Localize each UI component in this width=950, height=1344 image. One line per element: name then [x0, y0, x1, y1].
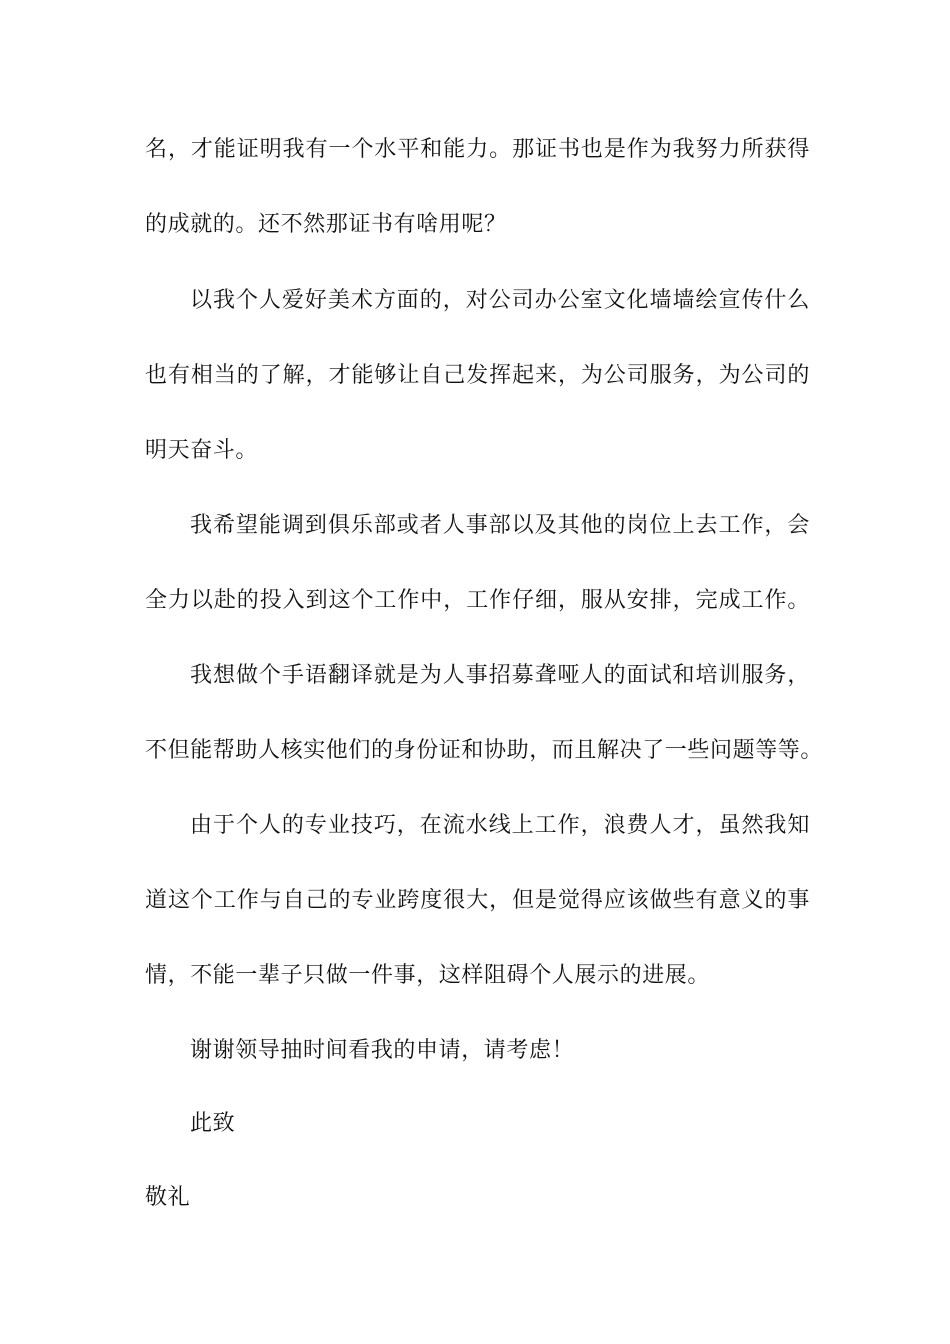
text-line: 情，不能一辈子只做一件事，这样阻碍个人展示的进展。	[145, 963, 711, 988]
text-line: 不但能帮助人核实他们的身份证和协助，而且解决了一些问题等等。	[145, 738, 824, 763]
text-line: 明天奋斗。	[145, 438, 259, 463]
paragraph-first-line: 我希望能调到俱乐部或者人事部以及其他的岗位上去工作，会	[190, 513, 810, 538]
text-line: 名，才能证明我有一个水平和能力。那证书也是作为我努力所获得	[145, 137, 810, 162]
paragraph-first-line: 我想做个手语翻译就是为人事招募聋哑人的面试和培训服务，	[190, 663, 810, 688]
paragraph-first-line: 由于个人的专业技巧，在流水线上工作，浪费人才，虽然我知	[190, 813, 810, 838]
text-line: 全力以赴的投入到这个工作中，工作仔细，服从安排，完成工作。	[145, 588, 810, 613]
text-line: 也有相当的了解，才能够让自己发挥起来，为公司服务，为公司的	[145, 363, 810, 388]
closing-salutation: 此致	[190, 1111, 236, 1136]
closing-request: 谢谢领导抽时间看我的申请，请考虑！	[190, 1038, 575, 1063]
text-line: 道这个工作与自己的专业跨度很大，但是觉得应该做些有意义的事	[145, 888, 810, 913]
closing-regards: 敬礼	[145, 1185, 191, 1210]
text-line: 的成就的。还不然那证书有啥用呢？	[145, 212, 507, 237]
paragraph-first-line: 以我个人爱好美术方面的，对公司办公室文化墙墙绘宣传什么	[190, 288, 810, 313]
